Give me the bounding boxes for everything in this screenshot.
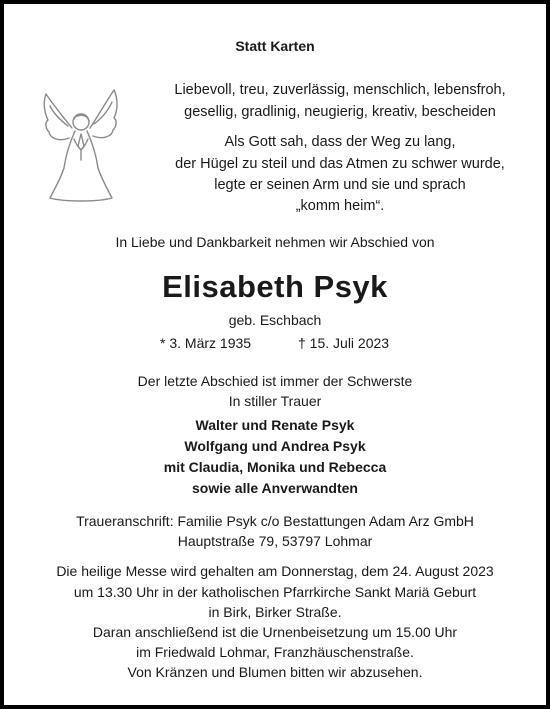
service-line: Von Kränzen und Blumen bitten wir abzusehen. [127,664,423,680]
mourner-line: Walter und Renate Psyk [195,417,355,433]
poem-line: Als Gott sah, dass der Weg zu lang, [224,134,456,150]
poem-line: Liebevoll, treu, zuverlässig, menschlich, lebensfroh, [174,82,506,98]
death-date: † 15. Juli 2023 [298,335,390,351]
farewell-line: Der letzte Abschied ist immer der Schwerste [137,373,413,389]
poem-line: legte er seinen Arm und sie und sprach [214,177,466,193]
mourning-line: In stiller Trauer [228,393,322,409]
service-line: im Friedwald Lohmar, Franzhäuschenstraße. [136,644,414,660]
header-statt-karten: Statt Karten [235,38,315,54]
service-line: Daran anschließend ist die Urnenbeisetzung um 15.00 Uhr [92,624,458,640]
address-line: Traueranschrift: Familie Psyk c/o Bestattungen Adam Arz GmbH [76,513,474,529]
birth-date: * 3. März 1935 [160,335,252,351]
praying-angel-icon [36,84,126,206]
service-line: Die heilige Messe wird gehalten am Donnerstag, dem 24. August 2023 [56,563,494,579]
mourner-line: Wolfgang und Andrea Psyk [184,438,366,454]
maiden-name: geb. Eschbach [228,312,322,328]
life-dates [0,334,550,352]
mourner-line: mit Claudia, Monika und Rebecca [163,459,387,475]
poem-line: „komm heim“. [295,198,385,214]
address-line: Hauptstraße 79, 53797 Lohmar [177,533,373,549]
poem-line: der Hügel zu steil und das Atmen zu schwer wurde, [175,156,505,172]
deceased-name: Elisabeth Psyk [162,269,388,304]
service-line: um 13.30 Uhr in der katholischen Pfarrkirche Sankt Mariä Geburt [73,584,477,600]
poem-line: gesellig, gradlinig, neugierig, kreativ, bescheiden [184,104,496,120]
intro-text: In Liebe und Dankbarkeit nehmen wir Abschied von [115,234,435,250]
service-line: in Birk, Birker Straße. [208,604,342,620]
mourner-line: sowie alle Anverwandten [192,480,358,496]
